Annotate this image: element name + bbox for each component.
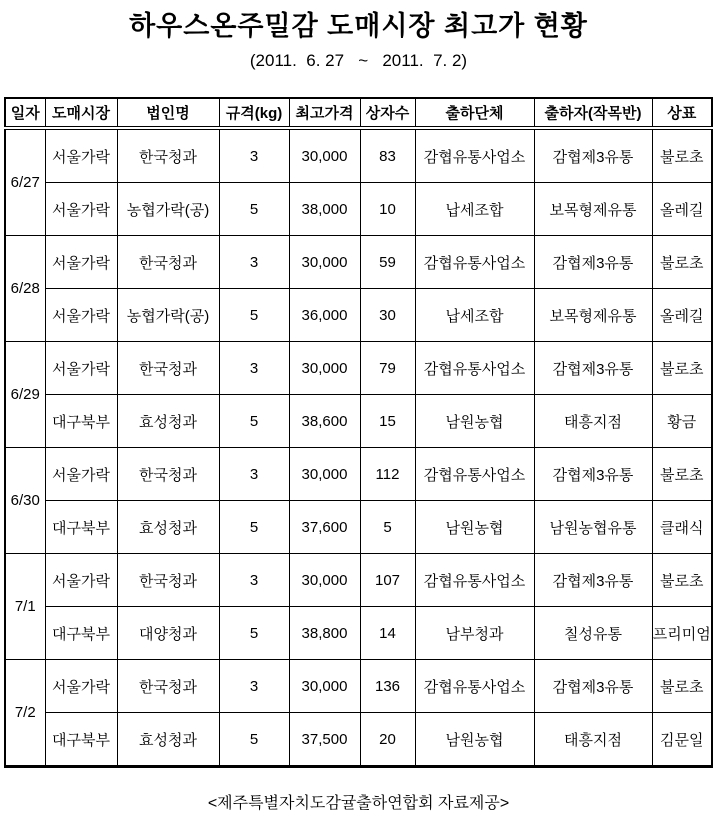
cell-corporation: 한국청과 [117,554,219,607]
table-row [5,501,712,554]
page-title: 하우스온주밀감 도매시장 최고가 현황 [129,11,588,41]
cell-shipping-org: 남원농협 [415,713,534,767]
cell-market: 서울가락 [45,236,117,289]
cell-shipping-org: 감협유통사업소 [415,448,534,501]
cell-date: 6/27 [5,128,45,236]
col-header-top-price: 최고가격 [289,98,360,128]
cell-box-count: 79 [360,342,415,395]
cell-top-price: 30,000 [289,554,360,607]
cell-box-count: 59 [360,236,415,289]
cell-date: 7/2 [5,660,45,767]
cell-market: 대구북부 [45,713,117,767]
cell-corporation: 효성청과 [117,713,219,767]
cell-top-price: 36,000 [289,289,360,342]
cell-corporation: 농협가락(공) [117,289,219,342]
table-row [5,660,712,713]
table-row [5,713,712,767]
cell-shipping-org: 납세조합 [415,289,534,342]
cell-box-count: 30 [360,289,415,342]
cell-shipping-org: 감협유통사업소 [415,236,534,289]
cell-brand: 불로초 [652,660,712,713]
col-header-date: 일자 [5,98,45,128]
cell-date: 7/1 [5,554,45,660]
cell-shipper: 남원농협유통 [534,501,652,554]
cell-corporation: 한국청과 [117,660,219,713]
cell-corporation: 대양청과 [117,607,219,660]
cell-box-count: 5 [360,501,415,554]
cell-shipper: 감협제3유통 [534,236,652,289]
col-header-corporation: 법인명 [117,98,219,128]
cell-market: 대구북부 [45,501,117,554]
table-row [5,448,712,501]
cell-brand: 김문일 [652,713,712,767]
cell-box-count: 15 [360,395,415,448]
cell-shipper: 보목형제유통 [534,289,652,342]
cell-brand: 불로초 [652,236,712,289]
cell-brand: 불로초 [652,448,712,501]
cell-corporation: 한국청과 [117,128,219,183]
cell-corporation: 효성청과 [117,501,219,554]
cell-shipping-org: 감협유통사업소 [415,660,534,713]
price-table [4,97,713,768]
cell-date: 6/28 [5,236,45,342]
table-row [5,395,712,448]
cell-shipper: 감협제3유통 [534,448,652,501]
cell-market: 서울가락 [45,554,117,607]
cell-market: 대구북부 [45,607,117,660]
cell-box-count: 83 [360,128,415,183]
cell-top-price: 38,000 [289,183,360,236]
cell-size-kg: 3 [219,342,289,395]
cell-top-price: 30,000 [289,342,360,395]
cell-shipping-org: 감협유통사업소 [415,128,534,183]
cell-shipping-org: 남부청과 [415,607,534,660]
table-row [5,289,712,342]
table-row [5,607,712,660]
cell-brand: 황금 [652,395,712,448]
cell-box-count: 136 [360,660,415,713]
table-row [5,342,712,395]
col-header-brand: 상표 [652,98,712,128]
cell-market: 서울가락 [45,342,117,395]
cell-shipping-org: 남원농협 [415,501,534,554]
col-header-shipper: 출하자(작목반) [534,98,652,128]
cell-box-count: 20 [360,713,415,767]
cell-top-price: 30,000 [289,660,360,713]
cell-date: 6/29 [5,342,45,448]
cell-top-price: 37,500 [289,713,360,767]
cell-top-price: 38,800 [289,607,360,660]
table-row [5,554,712,607]
cell-corporation: 한국청과 [117,236,219,289]
col-header-shipping-org: 출하단체 [415,98,534,128]
cell-market: 서울가락 [45,448,117,501]
cell-shipping-org: 납세조합 [415,183,534,236]
table-row [5,183,712,236]
cell-box-count: 107 [360,554,415,607]
data-source-footer: <제주특별자치도감귤출하연합회 자료제공> [207,795,510,812]
cell-size-kg: 5 [219,713,289,767]
cell-shipper: 칠성유통 [534,607,652,660]
cell-market: 서울가락 [45,183,117,236]
cell-shipper: 감협제3유통 [534,660,652,713]
cell-corporation: 한국청과 [117,448,219,501]
cell-size-kg: 3 [219,448,289,501]
cell-brand: 불로초 [652,554,712,607]
cell-top-price: 30,000 [289,128,360,183]
cell-market: 서울가락 [45,289,117,342]
cell-size-kg: 3 [219,660,289,713]
cell-shipping-org: 남원농협 [415,395,534,448]
table-header [5,98,712,128]
cell-brand: 올레길 [652,289,712,342]
col-header-size-kg: 규격(kg) [219,98,289,128]
cell-box-count: 112 [360,448,415,501]
cell-box-count: 14 [360,607,415,660]
cell-size-kg: 3 [219,554,289,607]
cell-shipper: 감협제3유통 [534,342,652,395]
cell-market: 대구북부 [45,395,117,448]
cell-corporation: 농협가락(공) [117,183,219,236]
cell-size-kg: 5 [219,501,289,554]
cell-top-price: 38,600 [289,395,360,448]
cell-top-price: 37,600 [289,501,360,554]
date-range-subtitle: (2011. 6. 27 ~ 2011. 7. 2) [249,51,468,70]
cell-shipping-org: 감협유통사업소 [415,342,534,395]
cell-top-price: 30,000 [289,448,360,501]
cell-market: 서울가락 [45,128,117,183]
table-row [5,236,712,289]
cell-date: 6/30 [5,448,45,554]
table-header-row [5,98,712,128]
col-header-market: 도매시장 [45,98,117,128]
cell-shipping-org: 감협유통사업소 [415,554,534,607]
table-body [5,128,712,767]
cell-brand: 불로초 [652,128,712,183]
cell-corporation: 효성청과 [117,395,219,448]
col-header-box-count: 상자수 [360,98,415,128]
cell-brand: 불로초 [652,342,712,395]
cell-size-kg: 5 [219,183,289,236]
cell-shipper: 감협제3유통 [534,554,652,607]
cell-size-kg: 3 [219,236,289,289]
cell-shipper: 감협제3유통 [534,128,652,183]
cell-brand: 프리미엄 [652,607,712,660]
cell-corporation: 한국청과 [117,342,219,395]
cell-size-kg: 3 [219,128,289,183]
cell-market: 서울가락 [45,660,117,713]
cell-box-count: 10 [360,183,415,236]
table-row [5,128,712,183]
cell-shipper: 보목형제유통 [534,183,652,236]
cell-size-kg: 5 [219,395,289,448]
cell-shipper: 태흥지점 [534,713,652,767]
cell-size-kg: 5 [219,289,289,342]
cell-brand: 클래식 [652,501,712,554]
cell-size-kg: 5 [219,607,289,660]
cell-top-price: 30,000 [289,236,360,289]
cell-shipper: 태흥지점 [534,395,652,448]
cell-brand: 올레길 [652,183,712,236]
